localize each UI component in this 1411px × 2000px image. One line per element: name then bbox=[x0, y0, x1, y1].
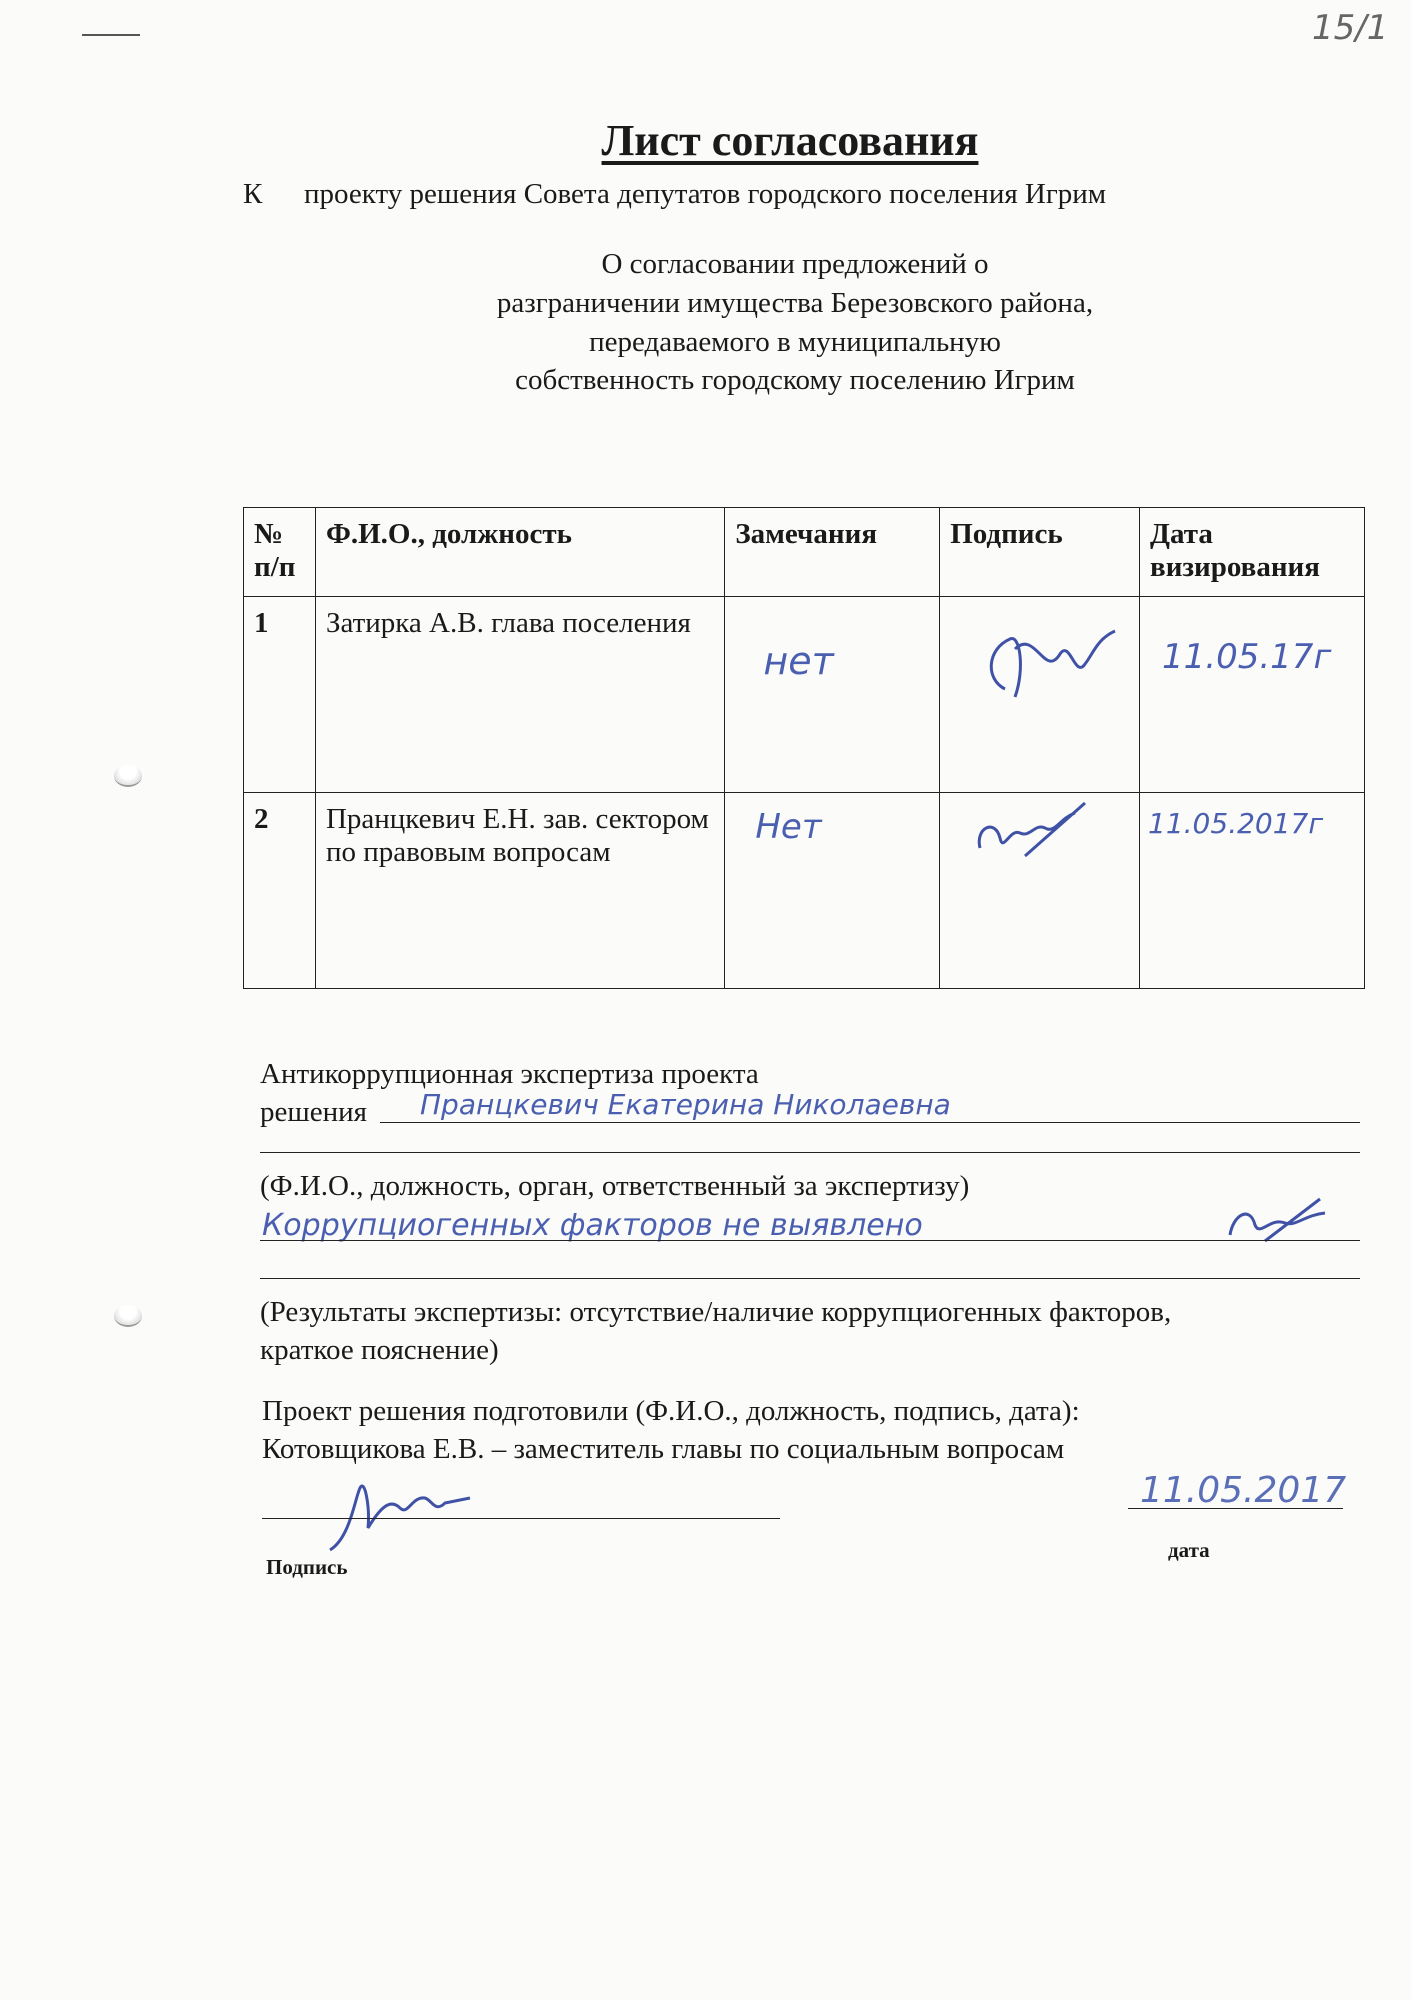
decision-label: решения bbox=[260, 1096, 367, 1128]
date-label: дата bbox=[1168, 1538, 1210, 1562]
signature-line bbox=[262, 1518, 780, 1519]
row-signature-cell bbox=[940, 793, 1140, 989]
page-number: 15/1 bbox=[1312, 8, 1389, 48]
scan-mark bbox=[82, 34, 140, 36]
row-remarks: нет bbox=[763, 639, 834, 683]
row-remarks-cell bbox=[725, 793, 940, 989]
col-header-date: Дата визирования bbox=[1140, 508, 1365, 597]
project-line: проекту решения Совета депутатов городского поселения Игрим bbox=[304, 178, 1107, 210]
expert-caption: (Ф.И.О., должность, орган, ответственный за экспертизу) bbox=[260, 1170, 970, 1202]
row-date-cell bbox=[1140, 793, 1365, 989]
subject-line-2: разграничении имущества Березовского района, bbox=[496, 287, 1094, 319]
row-name: Пранцкевич Е.Н. зав. сектором по правовым вопросам bbox=[315, 793, 724, 989]
signature-kotovshchikova bbox=[320, 1468, 480, 1558]
punch-hole-top bbox=[114, 765, 142, 787]
row-remarks: Нет bbox=[755, 807, 822, 847]
table-row bbox=[244, 793, 1365, 989]
expert-name: Пранцкевич Екатерина Николаевна bbox=[420, 1088, 951, 1121]
row-remarks-cell bbox=[725, 597, 940, 793]
expert-name-underline bbox=[380, 1122, 1360, 1123]
date-line bbox=[1128, 1508, 1343, 1509]
expertise-signature bbox=[1225, 1195, 1345, 1245]
expertise-heading: Антикоррупционная экспертиза проекта bbox=[260, 1058, 759, 1090]
punch-hole-bottom bbox=[114, 1305, 142, 1327]
col-header-number: № п/п bbox=[244, 508, 316, 597]
signature-label: Подпись bbox=[266, 1555, 348, 1579]
row-date-cell bbox=[1140, 597, 1365, 793]
row-date: 11.05.2017г bbox=[1148, 807, 1324, 840]
subject-line-3: передаваемого в муниципальную bbox=[589, 326, 1001, 358]
result-caption-2: краткое пояснение) bbox=[260, 1334, 499, 1366]
row-name: Затирка А.В. глава поселения bbox=[315, 597, 724, 793]
result-caption-1: (Результаты экспертизы: отсутствие/наличие коррупциогенных факторов, bbox=[260, 1296, 1172, 1328]
subject-line-1: О согласовании предложений о bbox=[601, 248, 989, 280]
row-signature-cell bbox=[940, 597, 1140, 793]
col-header-remarks: Замечания bbox=[725, 508, 940, 597]
project-prefix: К bbox=[243, 178, 263, 210]
row-number: 2 bbox=[244, 793, 316, 989]
expertise-result-line-2 bbox=[260, 1278, 1360, 1279]
signature-prantskevich bbox=[965, 798, 1115, 868]
page-title: Лист согласования bbox=[601, 116, 979, 165]
expertise-result: Коррупциогенных факторов не выявлено bbox=[262, 1208, 923, 1243]
table-header-row bbox=[244, 508, 1365, 597]
prepared-line-2: Котовщикова Е.В. – заместитель главы по социальным вопросам bbox=[262, 1433, 1065, 1465]
subject-line-4: собственность городскому поселению Игрим bbox=[515, 364, 1075, 396]
signature-zatirka bbox=[965, 609, 1125, 709]
row-number: 1 bbox=[244, 597, 316, 793]
expert-extra-line bbox=[260, 1152, 1360, 1153]
col-header-signature: Подпись bbox=[940, 508, 1140, 597]
approval-table bbox=[243, 507, 1365, 989]
table-row bbox=[244, 597, 1365, 793]
col-header-name: Ф.И.О., должность bbox=[315, 508, 724, 597]
prepared-date: 11.05.2017 bbox=[1140, 1470, 1347, 1511]
expertise-result-line bbox=[260, 1240, 1360, 1241]
row-date: 11.05.17г bbox=[1162, 637, 1332, 677]
prepared-line-1: Проект решения подготовили (Ф.И.О., должность, подпись, дата): bbox=[262, 1395, 1080, 1427]
